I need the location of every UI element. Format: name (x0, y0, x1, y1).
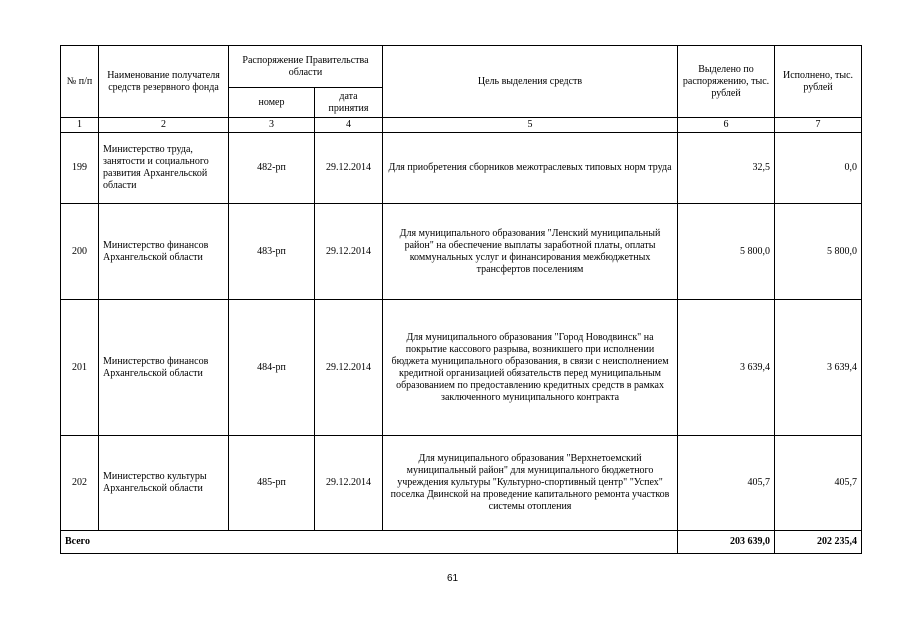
row-order-number: 483-рп (229, 204, 315, 300)
row-recipient: Министерство финансов Архангельской области (99, 204, 229, 300)
column-number: 1 (61, 118, 99, 133)
total-executed: 202 235,4 (775, 531, 862, 554)
row-order-number: 484-рп (229, 300, 315, 436)
row-recipient: Министерство культуры Архангельской области (99, 436, 229, 531)
row-recipient: Министерство финансов Архангельской области (99, 300, 229, 436)
row-allocated: 5 800,0 (678, 204, 775, 300)
page-number: 61 (446, 573, 459, 584)
reserve-fund-table (60, 45, 862, 554)
column-number: 3 (229, 118, 315, 133)
row-executed: 3 639,4 (775, 300, 862, 436)
row-purpose: Для муниципального образования "Город Новодвинск" на покрытие кассового разрыва, возникшего при исполнении бюджета муниципального образования, в связи с неисполнением кредитной организацией обязательств перед муниципальным образованием по предоставлению кредитных средств в рамках заключенного муниципального контракта (383, 300, 678, 436)
row-allocated: 3 639,4 (678, 300, 775, 436)
header-executed: Исполнено, тыс. рублей (775, 46, 862, 118)
row-order-date: 29.12.2014 (315, 133, 383, 204)
row-order-number: 482-рп (229, 133, 315, 204)
column-number: 4 (315, 118, 383, 133)
table-row (61, 436, 862, 531)
header-order: Распоряжение Правительства области (229, 46, 383, 88)
column-number: 5 (383, 118, 678, 133)
total-allocated: 203 639,0 (678, 531, 775, 554)
header-num: № п/п (61, 46, 99, 118)
header-allocated: Выделено по распоряжению, тыс. рублей (678, 46, 775, 118)
row-num: 199 (61, 133, 99, 204)
row-allocated: 405,7 (678, 436, 775, 531)
column-number: 2 (99, 118, 229, 133)
row-num: 202 (61, 436, 99, 531)
row-purpose: Для муниципального образования "Ленский муниципальный район" на обеспечение выплаты заработной платы, оплаты коммунальных услуг и финансирования межбюджетных трансфертов поселениям (383, 204, 678, 300)
table-row (61, 133, 862, 204)
row-purpose: Для муниципального образования "Верхнетоемский муниципальный район" для муниципального бюджетного учреждения культуры "Культурно-спортивный центр" "Успех" поселка Двинской на проведение капитального ремонта участков системы отопления (383, 436, 678, 531)
row-purpose: Для приобретения сборников межотраслевых типовых норм труда (383, 133, 678, 204)
table-row (61, 204, 862, 300)
row-recipient: Министерство труда, занятости и социального развития Архангельской области (99, 133, 229, 204)
table-row (61, 300, 862, 436)
row-num: 201 (61, 300, 99, 436)
row-allocated: 32,5 (678, 133, 775, 204)
header-recipient: Наименование получателя средств резервного фонда (99, 46, 229, 118)
header-order-number: номер (229, 88, 315, 118)
row-order-date: 29.12.2014 (315, 436, 383, 531)
total-label: Всего (61, 531, 678, 554)
header-order-date: дата принятия (315, 88, 383, 118)
total-row (61, 531, 862, 554)
row-executed: 0,0 (775, 133, 862, 204)
column-number: 6 (678, 118, 775, 133)
row-num: 200 (61, 204, 99, 300)
row-order-date: 29.12.2014 (315, 300, 383, 436)
row-executed: 5 800,0 (775, 204, 862, 300)
row-order-number: 485-рп (229, 436, 315, 531)
column-number: 7 (775, 118, 862, 133)
row-order-date: 29.12.2014 (315, 204, 383, 300)
header-purpose: Цель выделения средств (383, 46, 678, 118)
row-executed: 405,7 (775, 436, 862, 531)
column-number-row (61, 118, 862, 133)
